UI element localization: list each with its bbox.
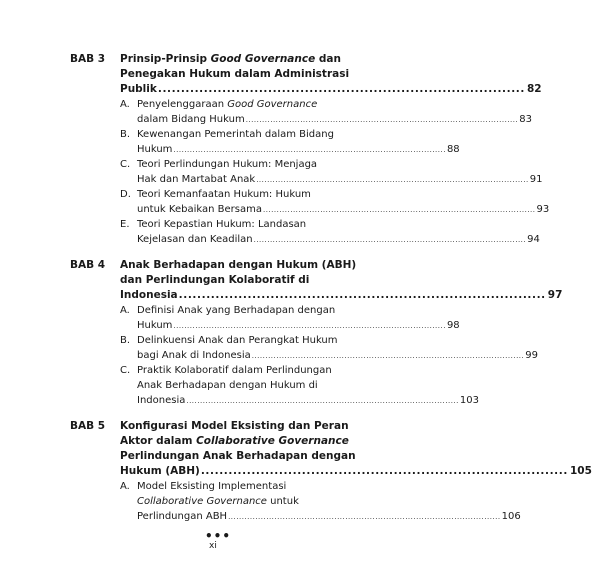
section-title-last: dalam Bidang Hukum <box>137 114 245 125</box>
section-first-line <box>120 217 346 232</box>
leader-dots: .................................................................................................... <box>173 322 446 330</box>
section-title-line: Penyelenggaraan Good Governance <box>137 99 318 110</box>
page-number: 103 <box>459 395 479 406</box>
section-letter: A. <box>120 481 130 492</box>
section-entry-last[interactable] <box>137 142 460 158</box>
section-first-line <box>120 479 346 494</box>
section-title-last: bagi Anak di Indonesia <box>137 350 251 361</box>
page-folio: xi <box>209 541 217 551</box>
chapter-title-last: Hukum (ABH) <box>120 465 200 477</box>
section-title-line: Model Eksisting Implementasi <box>137 481 287 492</box>
section-entry-last[interactable] <box>137 348 538 364</box>
leader-dots: .................................................................................................... <box>251 352 525 360</box>
chapter-entry-last[interactable] <box>120 82 542 97</box>
section-entry-last[interactable] <box>137 318 460 334</box>
page-number: 91 <box>529 174 543 185</box>
chapter-title-last: Publik <box>120 83 157 95</box>
section-letter: B. <box>120 335 131 346</box>
section-title-line: Delinkuensi Anak dan Perangkat Hukum <box>137 335 338 346</box>
page-number: 97 <box>547 289 563 301</box>
section-first-line <box>120 333 346 348</box>
leader-dots: .................................................................................................... <box>253 236 527 244</box>
leader-dots: .................................................................................................... <box>245 116 519 124</box>
section-title-line: Teori Kemanfaatan Hukum: Hukum <box>137 189 311 200</box>
section-title-line: Collaborative Governance untuk <box>137 496 299 507</box>
section-entry-last[interactable] <box>137 202 550 218</box>
chapter-title-line: Aktor dalam Collaborative Governance <box>120 435 349 447</box>
leader-dots: .................................................................................................... <box>262 206 536 214</box>
section-title-line: Teori Perlindungan Hukum: Menjaga <box>137 159 318 170</box>
section-letter: C. <box>120 365 131 376</box>
section-letter: C. <box>120 159 131 170</box>
section-first-line <box>120 187 346 202</box>
section-title-line: Kewenangan Pemerintah dalam Bidang <box>137 129 334 140</box>
section-first-line <box>120 127 346 142</box>
section-letter: D. <box>120 189 131 200</box>
section-title-last: Perlindungan ABH <box>137 511 228 522</box>
footer-ornament: ••• <box>205 529 232 543</box>
section-first-line <box>120 97 346 112</box>
chapter-title-line: Perlindungan Anak Berhadapan dengan <box>120 450 356 462</box>
section-letter: A. <box>120 99 130 110</box>
section-title-line: Teori Kepastian Hukum: Landasan <box>137 219 307 230</box>
page-number: 98 <box>446 320 460 331</box>
section-title-last: Hukum <box>137 320 173 331</box>
chapter-label: BAB 4 <box>70 259 106 271</box>
page-number: 105 <box>569 465 592 477</box>
section-title-last: Indonesia <box>137 395 186 406</box>
section-entry-last[interactable] <box>137 172 543 188</box>
leader-dots: ................................................................................ <box>157 83 525 95</box>
section-entry-last[interactable] <box>137 232 540 248</box>
section-letter: B. <box>120 129 131 140</box>
chapter-label: BAB 3 <box>70 53 106 65</box>
leader-dots: ................................................................................ <box>200 465 568 477</box>
section-entry-last[interactable] <box>137 393 479 409</box>
section-letter: A. <box>120 305 130 316</box>
leader-dots: ................................................................................ <box>178 289 546 301</box>
page-number: 88 <box>446 144 460 155</box>
section-title-last: Hak dan Martabat Anak <box>137 174 256 185</box>
chapter-title-line: Anak Berhadapan dengan Hukum (ABH) <box>120 259 357 271</box>
chapter-title-line: Prinsip-Prinsip Good Governance dan <box>120 53 341 65</box>
leader-dots: .................................................................................................... <box>256 176 529 184</box>
section-title-line: Anak Berhadapan dengan Hukum di <box>137 380 318 391</box>
section-title-line: Definisi Anak yang Berhadapan dengan <box>137 305 336 316</box>
page-number: 94 <box>527 234 540 245</box>
section-title-line: Praktik Kolaboratif dalam Perlindungan <box>137 365 332 376</box>
section-entry-last[interactable] <box>137 509 521 525</box>
section-letter: E. <box>120 219 130 230</box>
chapter-label: BAB 5 <box>70 420 106 432</box>
section-first-line <box>120 363 346 378</box>
chapter-entry-last[interactable] <box>120 464 592 479</box>
chapter-title-line: dan Perlindungan Kolaboratif di <box>120 274 310 286</box>
chapter-title-last: Indonesia <box>120 289 178 301</box>
chapter-entry-last[interactable] <box>120 288 563 303</box>
section-title-last: untuk Kebaikan Bersama <box>137 204 262 215</box>
section-title-last: Kejelasan dan Keadilan <box>137 234 253 245</box>
page-number: 93 <box>536 204 550 215</box>
leader-dots: .................................................................................................... <box>173 146 446 154</box>
page-number: 82 <box>526 83 542 95</box>
page-number: 99 <box>525 350 538 361</box>
section-first-line <box>120 303 346 318</box>
leader-dots: .................................................................................................... <box>228 513 501 521</box>
chapter-title-line: Penegakan Hukum dalam Administrasi <box>120 68 350 80</box>
chapter-title-line: Konfigurasi Model Eksisting dan Peran <box>120 420 349 432</box>
leader-dots: .................................................................................................... <box>186 397 459 405</box>
page-number: 106 <box>501 511 521 522</box>
section-entry-last[interactable] <box>137 112 532 128</box>
page-number: 83 <box>519 114 532 125</box>
section-title-last: Hukum <box>137 144 173 155</box>
section-first-line <box>120 157 346 172</box>
